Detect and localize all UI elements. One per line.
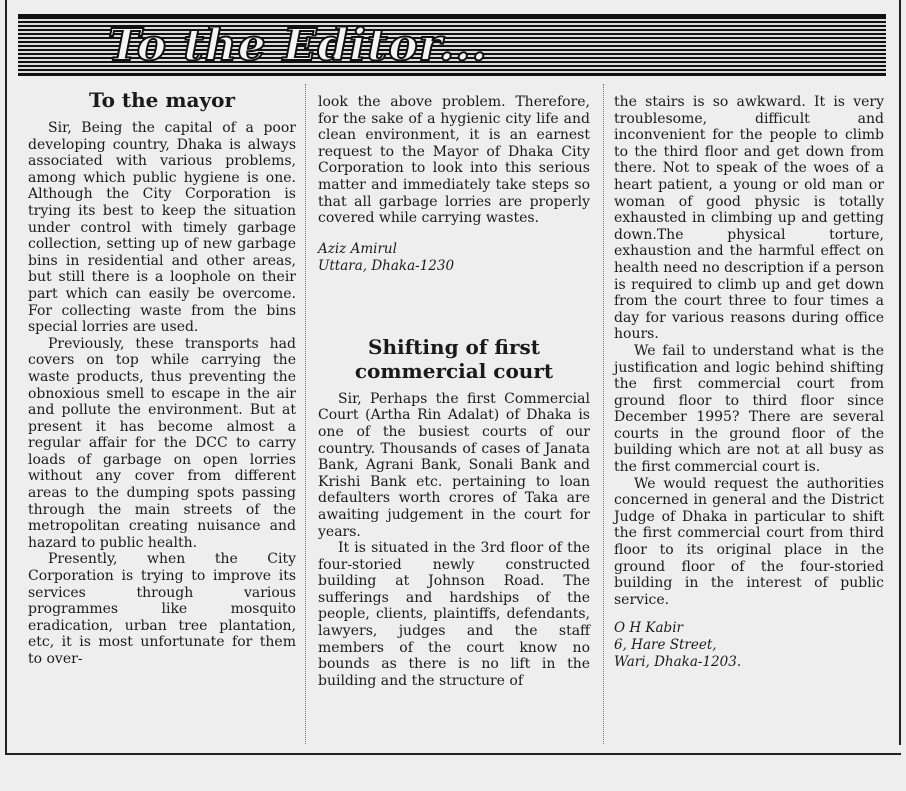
column-3 xyxy=(614,94,884,671)
letter1-paragraph-2: Previously, these transports had covers on top while carrying the waste products, thus preventing the obnoxious smell to escape in the air and pollute the environment. But at present it has become almost a regular affair for the DCC to carry loads of garbage on open lorries without any cover from different areas to the dumping spots passing through the main streets of the metropolitan creating nuisance and hazard to public health. xyxy=(28,335,296,551)
letter2-heading-line1: Shifting of first xyxy=(368,334,540,359)
column-1 xyxy=(28,88,296,668)
letter1-signature-address: Uttara, Dhaka-1230 xyxy=(318,257,455,274)
column-divider-1 xyxy=(305,84,307,744)
letter2-paragraph-2: It is situated in the 3rd floor of the four-storied newly constructed building at Johnson Road. The sufferings and hardships of the people, clients, plaintiffs, defendants, lawyers, judges and the staff members of the court know no bounds as there is no lift in the building and the structure of xyxy=(318,540,590,689)
letter2-heading-line2: commercial court xyxy=(354,358,554,383)
letter1-paragraph-3: Presently, when the City Corporation is trying to improve its services through various programmes like mosquito eradication, urban tree plantation, etc, it is most unfortunate for them to over- xyxy=(28,551,296,667)
letter2-paragraph-1: Sir, Perhaps the first Commercial Court (Artha Rin Adalat) of Dhaka is one of the busiest courts of our country. Thousands of cases of Janata Bank, Agrani Bank, Sonali Bank and Krishi Bank etc. pertaining to loan defaulters worth crores of Taka are awaiting judgement in the court for years. xyxy=(318,390,590,540)
letter2-paragraph-4: We fail to understand what is the justification and logic behind shifting the first commercial court from ground floor to third floor since December 1995? There are several courts in the ground floor of the building which are not at all busy as the first commercial court is. xyxy=(614,342,884,476)
section-banner xyxy=(18,14,886,76)
letter1-heading: To the mayor xyxy=(89,88,235,112)
letter2-signature-street: 6, Hare Street, xyxy=(614,637,717,654)
letter2-paragraph-3: the stairs is so awkward. It is very troublesome, difficult and inconvenient for the people to climb to the third floor and get down from there. Not to speak of the woes of a heart patient, a young or old man or woman of good physic is totally exhausted in climbing up and getting down.The physical torture, exhaustion and the harmful effect on health need no description if a person is required to climb up and get down from the court three to four times a day for various reasons during office hours. xyxy=(614,94,884,343)
column-divider-2 xyxy=(603,84,605,744)
right-border-rule xyxy=(899,0,901,745)
letter1-signature-name: Aziz Amirul xyxy=(318,240,397,257)
letter2-signature-name: O H Kabir xyxy=(614,620,683,637)
letter2-signature-city: Wari, Dhaka-1203. xyxy=(614,654,742,671)
letter2-paragraph-5: We would request the authorities concerned in general and the District Judge of Dhaka in particular to shift the first commercial court from third floor to its original place in the ground floor of the four-storied building in the interest of public service. xyxy=(614,475,884,608)
section-title: To the Editor... xyxy=(108,20,488,71)
letter1-paragraph-1: Sir, Being the capital of a poor developing country, Dhaka is always associated with various problems, among which public hygiene is one. Although the City Corporation is trying its best to keep the situation under control with timely garbage collection, setting up of new garbage bins in residential and other areas, but still there is a loophole on their part which can easily be overcome. For collecting waste from the bins special lorries are used. xyxy=(28,120,296,336)
letter1-paragraph-4: look the above problem. Therefore, for the sake of a hygienic city life and clean environment, it is an earnest request to the Mayor of Dhaka City Corporation to look into this serious matter and immediately take steps so that all garbage lorries are properly covered while carrying wastes. xyxy=(318,94,590,227)
left-border-rule xyxy=(5,0,7,755)
column-2 xyxy=(318,94,590,689)
bottom-border-rule xyxy=(5,753,901,755)
